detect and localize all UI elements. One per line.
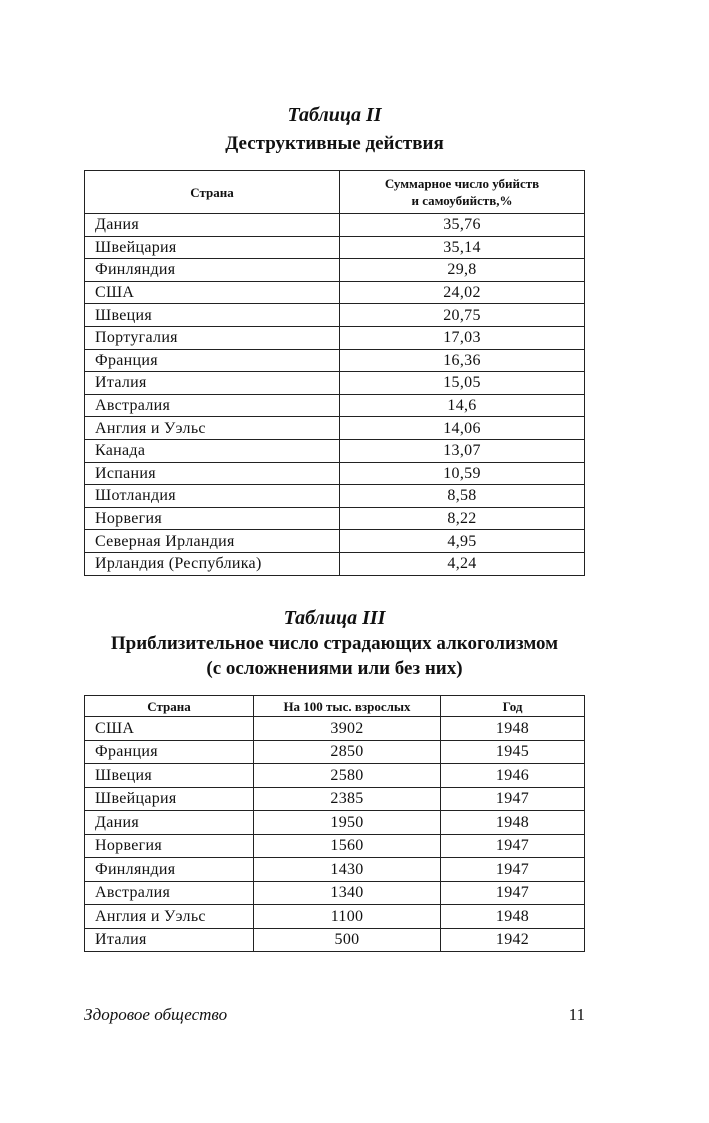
country-cell: Финляндия (85, 259, 340, 282)
value-cell: 1947 (441, 858, 585, 882)
country-cell: Дания (85, 811, 254, 835)
country-cell: Норвегия (85, 834, 254, 858)
column-header-per-100k: На 100 тыс. взрослых (254, 696, 441, 717)
table-row (85, 236, 585, 259)
table-row (85, 394, 585, 417)
value-cell: 500 (254, 928, 441, 952)
country-cell: Португалия (85, 326, 340, 349)
value-cell: 13,07 (340, 439, 585, 462)
country-cell: Австралия (85, 394, 340, 417)
table-row (85, 259, 585, 282)
value-cell: 1948 (441, 905, 585, 929)
table3-title-line2: (с осложнениями или без них) (206, 658, 463, 679)
value-cell: 8,58 (340, 485, 585, 508)
value-cell: 1950 (254, 811, 441, 835)
country-cell: Швейцария (85, 787, 254, 811)
table-row (85, 811, 585, 835)
country-cell: Ирландия (Республика) (85, 552, 340, 575)
column-header-year: Год (441, 696, 585, 717)
page-number: 11 (568, 1005, 585, 1024)
country-cell: США (85, 281, 340, 304)
country-cell: Северная Ирландия (85, 530, 340, 553)
value-cell: 17,03 (340, 326, 585, 349)
value-cell: 1100 (254, 905, 441, 929)
value-cell: 1947 (441, 881, 585, 905)
table-row (85, 304, 585, 327)
column-header-country: Страна (85, 171, 340, 214)
value-cell: 15,05 (340, 372, 585, 395)
table2-body (85, 214, 585, 576)
country-cell: Англия и Уэльс (85, 417, 340, 440)
table-row (85, 764, 585, 788)
table-row (85, 905, 585, 929)
table-row (85, 372, 585, 395)
country-cell: Испания (85, 462, 340, 485)
value-cell: 8,22 (340, 507, 585, 530)
table-row (85, 326, 585, 349)
destructive-actions-table (84, 170, 585, 576)
country-cell: США (85, 717, 254, 741)
table-header-row (85, 696, 585, 717)
value-cell: 3902 (254, 717, 441, 741)
value-cell: 1942 (441, 928, 585, 952)
country-cell: Швеция (85, 304, 340, 327)
country-cell: Англия и Уэльс (85, 905, 254, 929)
table-row (85, 281, 585, 304)
table-row (85, 740, 585, 764)
table-row (85, 417, 585, 440)
table-row (85, 439, 585, 462)
table2-title: Деструктивные действия (225, 133, 444, 154)
table3-body (85, 717, 585, 952)
value-cell: 1947 (441, 787, 585, 811)
country-cell: Швейцария (85, 236, 340, 259)
table-row (85, 462, 585, 485)
value-cell: 4,95 (340, 530, 585, 553)
value-cell: 1947 (441, 834, 585, 858)
value-cell: 2385 (254, 787, 441, 811)
value-cell: 1946 (441, 764, 585, 788)
value-cell: 1340 (254, 881, 441, 905)
country-cell: Италия (85, 372, 340, 395)
column-header-country: Страна (85, 696, 254, 717)
table-row (85, 552, 585, 575)
value-cell: 20,75 (340, 304, 585, 327)
table-row (85, 858, 585, 882)
table-row (85, 507, 585, 530)
table-row (85, 349, 585, 372)
book-title: Здоровое общество (84, 1005, 228, 1024)
table2-caption: Таблица II (287, 104, 382, 126)
table-row (85, 834, 585, 858)
country-cell: Швеция (85, 764, 254, 788)
table-row (85, 928, 585, 952)
value-cell: 2580 (254, 764, 441, 788)
country-cell: Дания (85, 214, 340, 237)
country-cell: Канада (85, 439, 340, 462)
column-header-total-line2: и самоубийств,% (411, 193, 513, 208)
table-row (85, 881, 585, 905)
table-row (85, 717, 585, 741)
value-cell: 1945 (441, 740, 585, 764)
value-cell: 4,24 (340, 552, 585, 575)
table-row (85, 485, 585, 508)
value-cell: 1948 (441, 811, 585, 835)
value-cell: 1430 (254, 858, 441, 882)
country-cell: Финляндия (85, 858, 254, 882)
column-header-total-line1: Суммарное число убийств (384, 176, 540, 191)
country-cell: Италия (85, 928, 254, 952)
value-cell: 14,6 (340, 394, 585, 417)
table-header-row (85, 171, 585, 214)
value-cell: 35,76 (340, 214, 585, 237)
value-cell: 16,36 (340, 349, 585, 372)
country-cell: Австралия (85, 881, 254, 905)
country-cell: Норвегия (85, 507, 340, 530)
value-cell: 1560 (254, 834, 441, 858)
table-row (85, 787, 585, 811)
country-cell: Шотландия (85, 485, 340, 508)
value-cell: 1948 (441, 717, 585, 741)
value-cell: 2850 (254, 740, 441, 764)
value-cell: 35,14 (340, 236, 585, 259)
value-cell: 10,59 (340, 462, 585, 485)
table3-caption: Таблица III (283, 607, 386, 629)
value-cell: 14,06 (340, 417, 585, 440)
value-cell: 24,02 (340, 281, 585, 304)
alcoholism-table (84, 695, 585, 952)
table-row (85, 530, 585, 553)
column-header-total (340, 171, 585, 214)
table3-title-line1: Приблизительное число страдающих алкоголизмом (110, 633, 559, 654)
country-cell: Франция (85, 349, 340, 372)
country-cell: Франция (85, 740, 254, 764)
value-cell: 29,8 (340, 259, 585, 282)
table-row (85, 214, 585, 237)
